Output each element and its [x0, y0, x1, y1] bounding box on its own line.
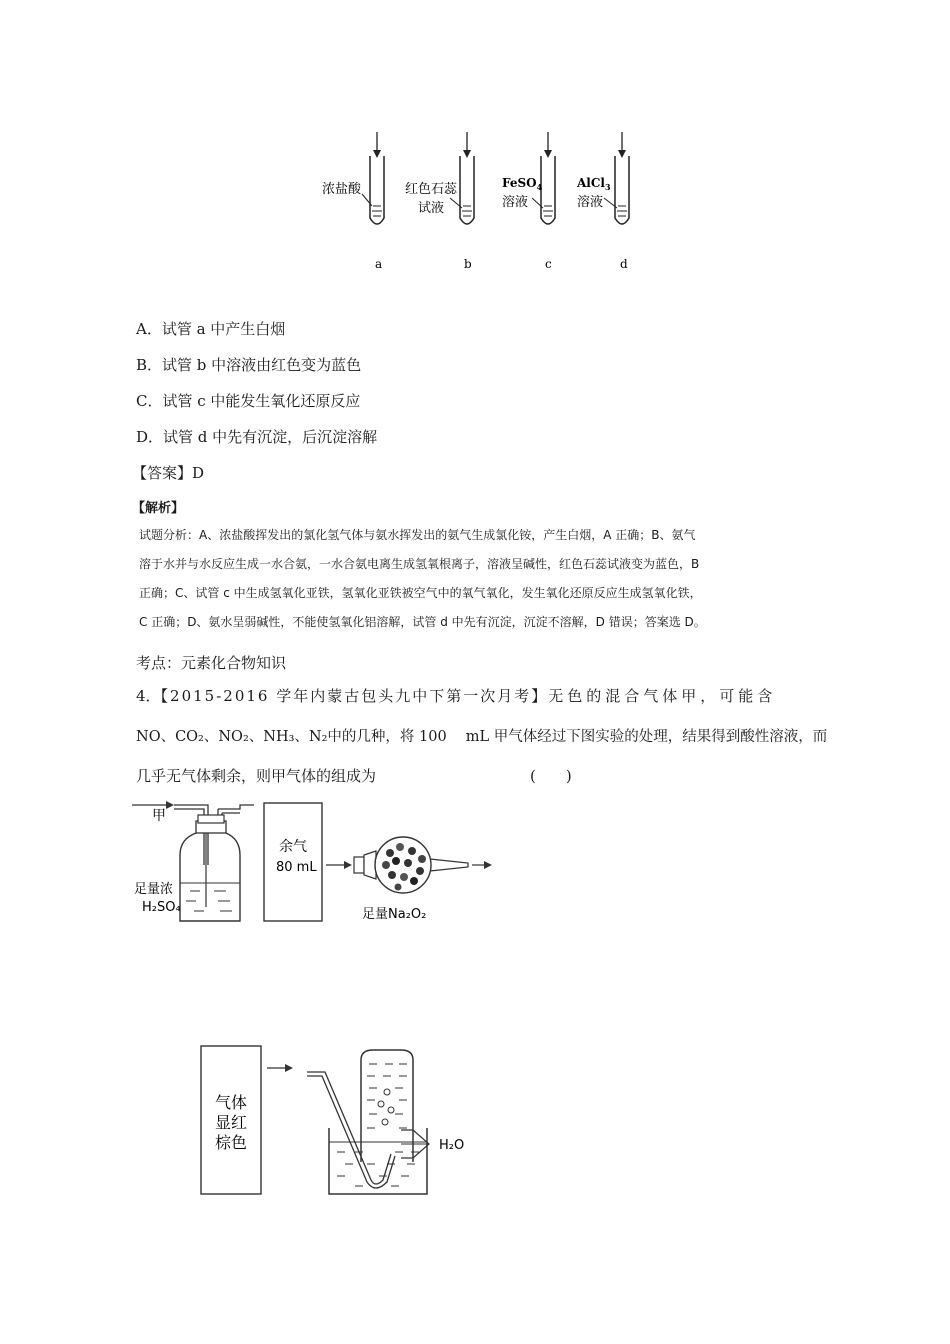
test-tube-d [604, 132, 629, 224]
gas-box-line1: 气体 [215, 1093, 248, 1112]
tube-b-letter: b [464, 257, 472, 271]
analysis-line-1: 试题分析：A、浓盐酸挥发出的氯化氢气体与氨水挥发出的氨气生成氯化铵，产生白烟，A 正确；B、氨气 [139, 528, 696, 542]
test-tube-a [362, 132, 384, 224]
answer-parentheses: ( ) [530, 767, 572, 785]
gas-jia-label: 甲 [152, 808, 166, 824]
option-d: D．试管 d 中先有沉淀，后沉淀溶解 [136, 428, 378, 446]
analysis-line-4: C 正确；D、氨水呈弱碱性，不能使氢氧化铝溶解，试管 d 中先有沉淀，沉淀不溶解，D 错误；答案选 D。 [139, 615, 706, 629]
tube-b-label-line1: 红色石蕊 [405, 182, 458, 197]
answer-line: 【答案】D [132, 464, 205, 482]
analysis-line-3: 正确；C、试管 c 中生成氢氧化亚铁，氢氧化亚铁被空气中的氧气氧化，发生氧化还原反应生成氢氧化铁， [139, 586, 702, 600]
tube-c-label-line2: 溶液 [502, 195, 529, 210]
kaodian-line: 考点：元素化合物知识 [136, 654, 287, 672]
option-c: C．试管 c 中能发生氧化还原反应 [136, 392, 361, 410]
delivery-tube [307, 1072, 391, 1184]
question-text-1: 无色的混合气体甲，可能含 [548, 687, 777, 705]
apparatus-figure-2 [195, 1040, 485, 1200]
analysis-line-2: 溶于水并与水反应生成一水合氨，一水合氨电离生成氢氧根离子，溶液呈碱性，红色石蕊试液变为蓝色，B [139, 557, 700, 571]
option-b: B．试管 b 中溶液由红色变为蓝色 [136, 356, 362, 374]
tube-c-label-line1: FeSO$_4$ [502, 176, 543, 192]
tube-a-label: 浓盐酸 [322, 182, 362, 197]
gas-washing-bottle [174, 805, 254, 921]
test-tube-figure [300, 120, 660, 280]
question-source: 【2015-2016 学年内蒙古包头九中下第一次月考】 [160, 687, 549, 705]
reagent-label-line1: 足量浓 [134, 882, 174, 897]
reagent-label-line2: H₂SO₄ [142, 900, 181, 915]
tube-c-letter: c [545, 257, 552, 271]
tube-d-letter: d [620, 257, 628, 271]
analysis-heading: 【解析】 [132, 501, 185, 516]
drying-tube [354, 837, 468, 893]
tube-a-letter: a [375, 257, 383, 271]
question-4-line1 [136, 685, 776, 706]
remaining-gas-volume: 80 mL [276, 860, 317, 875]
na2o2-label: 足量Na₂O₂ [362, 907, 427, 922]
tube-b-label-line2: 试液 [418, 201, 445, 216]
apparatus-figure-1 [130, 795, 500, 930]
tube-d-label-line2: 溶液 [577, 195, 604, 210]
test-tube-b [450, 132, 474, 224]
remaining-gas-label: 余气 [279, 839, 307, 855]
question-number: 4． [136, 687, 161, 705]
gas-box-line2: 显红 [215, 1113, 248, 1132]
question-4-line2: NO、CO₂、NO₂、NH₃、N₂中的几种，将 100 mL 甲气体经过下图实验的处理，结果得到酸性溶液，而 [136, 729, 828, 745]
question-4-line3: 几乎无气体剩余，则甲气体的组成为 [136, 767, 377, 785]
option-a: A．试管 a 中产生白烟 [136, 320, 286, 338]
inverted-cylinder [361, 1050, 413, 1162]
water-label: H₂O [439, 1138, 465, 1153]
tube-d-label-line1: AlCl$_3$ [577, 176, 611, 192]
gas-box-line3: 棕色 [215, 1133, 248, 1152]
